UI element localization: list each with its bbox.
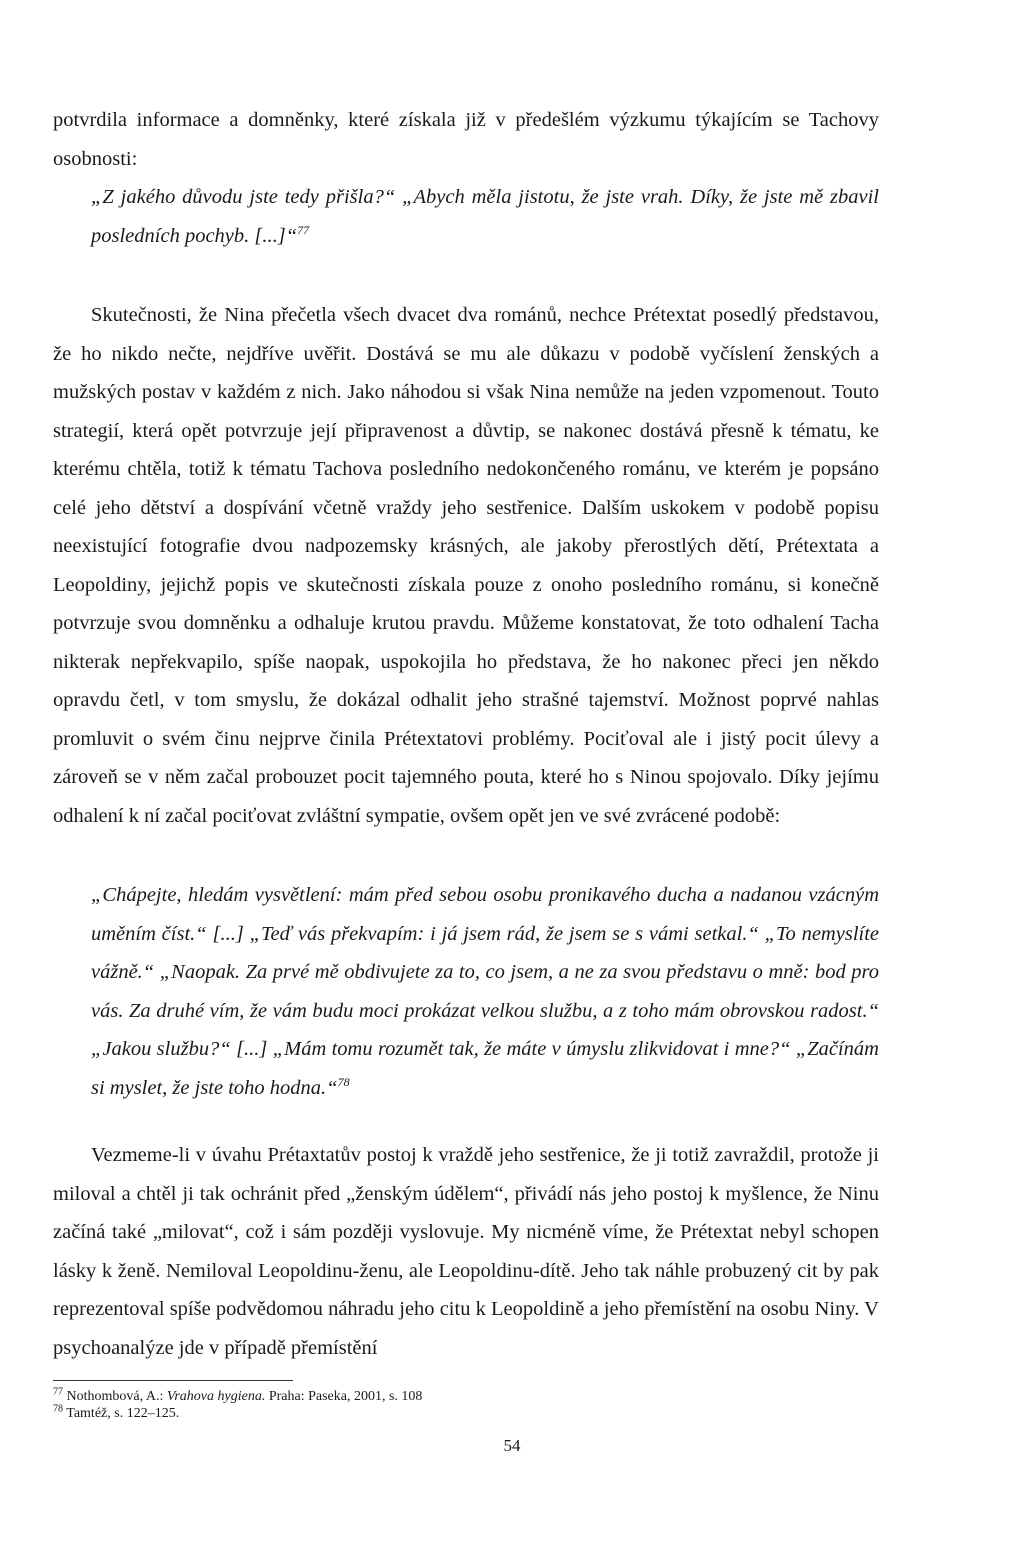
footnotes (53, 1388, 879, 1422)
quote-block-1 (53, 178, 879, 255)
footnote-divider (53, 1380, 293, 1381)
footnote-title: Vrahova hygiena. (166, 1389, 266, 1404)
footnote-78 (53, 1405, 879, 1422)
footnote-publisher: Praha: Paseka, 2001, s. 108 (265, 1389, 423, 1404)
quote-block-2 (53, 876, 879, 1107)
footnote-text: Tamtéž, s. 122–125. (66, 1406, 180, 1421)
footnote-number: 77 (53, 1386, 63, 1398)
paragraph-analysis: Skutečnosti, že Nina přečetla všech dvacet dva románů, nechce Prétextat posedlý představou, že ho nikdo nečte, nejdříve uvěřit. Dostává se mu ale důkazu v podobě vyčíslení ženských a mužských postav v každém z nich. Jako náhodou si však Nina nemůže na jeden vzpomenout. Touto strategií, která opět potvrzuje její připravenost a důvtip, se nakonec dostává přesně k tématu, ke kterému chtěla, totiž k tématu Tachova posledního nedokončeného románu, ve kterém je popsáno celé jeho dětství a dospívání včetně vraždy jeho sestřenice. Dalším uskokem v podobě popisu neexistující fotografie dvou nadpozemsky krásných, ale jakoby přerostlých dětí, Prétextata a Leopoldiny, jejichž popis ve skutečnosti získala pouze z onoho posledního románu, si konečně potvrzuje svou domněnku a odhaluje krutou pravdu. Můžeme konstatovat, že toto odhalení Tacha nikterak nepřekvapilo, spíše naopak, uspokojila ho představa, že ho nakonec přeci jen někdo opravdu četl, v tom smyslu, že dokázal odhalit jeho strašné tajemství. Možnost poprvé nahlas promluvit o svém činu nejprve činila Prétextatovi problémy. Pociťoval ale i jistý pocit úlevy a zároveň se v něm začal probouzet pocit tajemného pouta, které ho s Ninou spojovalo. Díky jejímu odhalení k ní začal pociťovat zvláštní sympatie, ovšem opět jen ve své zvrácené podobě: (53, 304, 879, 827)
footnote-ref-78: 78 (337, 1074, 350, 1089)
footnote-author: Nothombová, A.: (66, 1389, 167, 1404)
footnote-number: 78 (53, 1403, 63, 1415)
paragraph-conclusion: Vezmeme-li v úvahu Prétaxtatův postoj k vraždě jeho sestřenice, že ji totiž zavraždil, protože ji miloval a chtěl ji tak ochránit před „ženským údělem“, přivádí nás jeho postoj k myšlence, že Ninu začíná také „milovat“, což i sám později vyslovuje. My nicméně víme, že Prétextat nebyl schopen lásky k ženě. Nemiloval Leopoldinu-ženu, ale Leopoldinu-dítě. Jeho tak náhle probuzený cit by pak reprezentoval spíše podvědomou náhradu jeho citu k Leopoldině a jeho přemístění na osobu Niny. V psychoanalýze jde v případě přemístění (53, 1144, 879, 1359)
page-number: 54 (503, 1436, 521, 1455)
quote-1-text: „Z jakého důvodu jste tedy přišla?“ „Abych měla jistotu, že jste vrah. Díky, že jste mě zbavil posledních pochyb. [...]“ (91, 186, 879, 247)
footnote-ref-77: 77 (297, 222, 310, 237)
quote-2-text: „Chápejte, hledám vysvětlení: mám před sebou osobu pronikavého ducha a nadanou vzácným uměním číst.“ [...] „Teď vás překvapím: i já jsem rád, že jsem se s vámi setkal.“ „To nemyslíte vážně.“ „Naopak. Za prvé mě obdivujete za to, co jsem, a ne za svou představu o mně: bod pro vás. Za druhé vím, že vám budu moci prokázat velkou službu, a z toho mám obrovskou radost.“ „Jakou službu?“ [...] „Mám tomu rozumět tak, že máte v úmyslu zlikvidovat i mne?“ „Začínám si myslet, že jste toho hodna.“ (91, 884, 879, 1099)
paragraph-intro: potvrdila informace a domněnky, které získala již v předešlém výzkumu týkajícím se Tachovy osobnosti: (53, 109, 879, 170)
footnote-77 (53, 1388, 879, 1405)
